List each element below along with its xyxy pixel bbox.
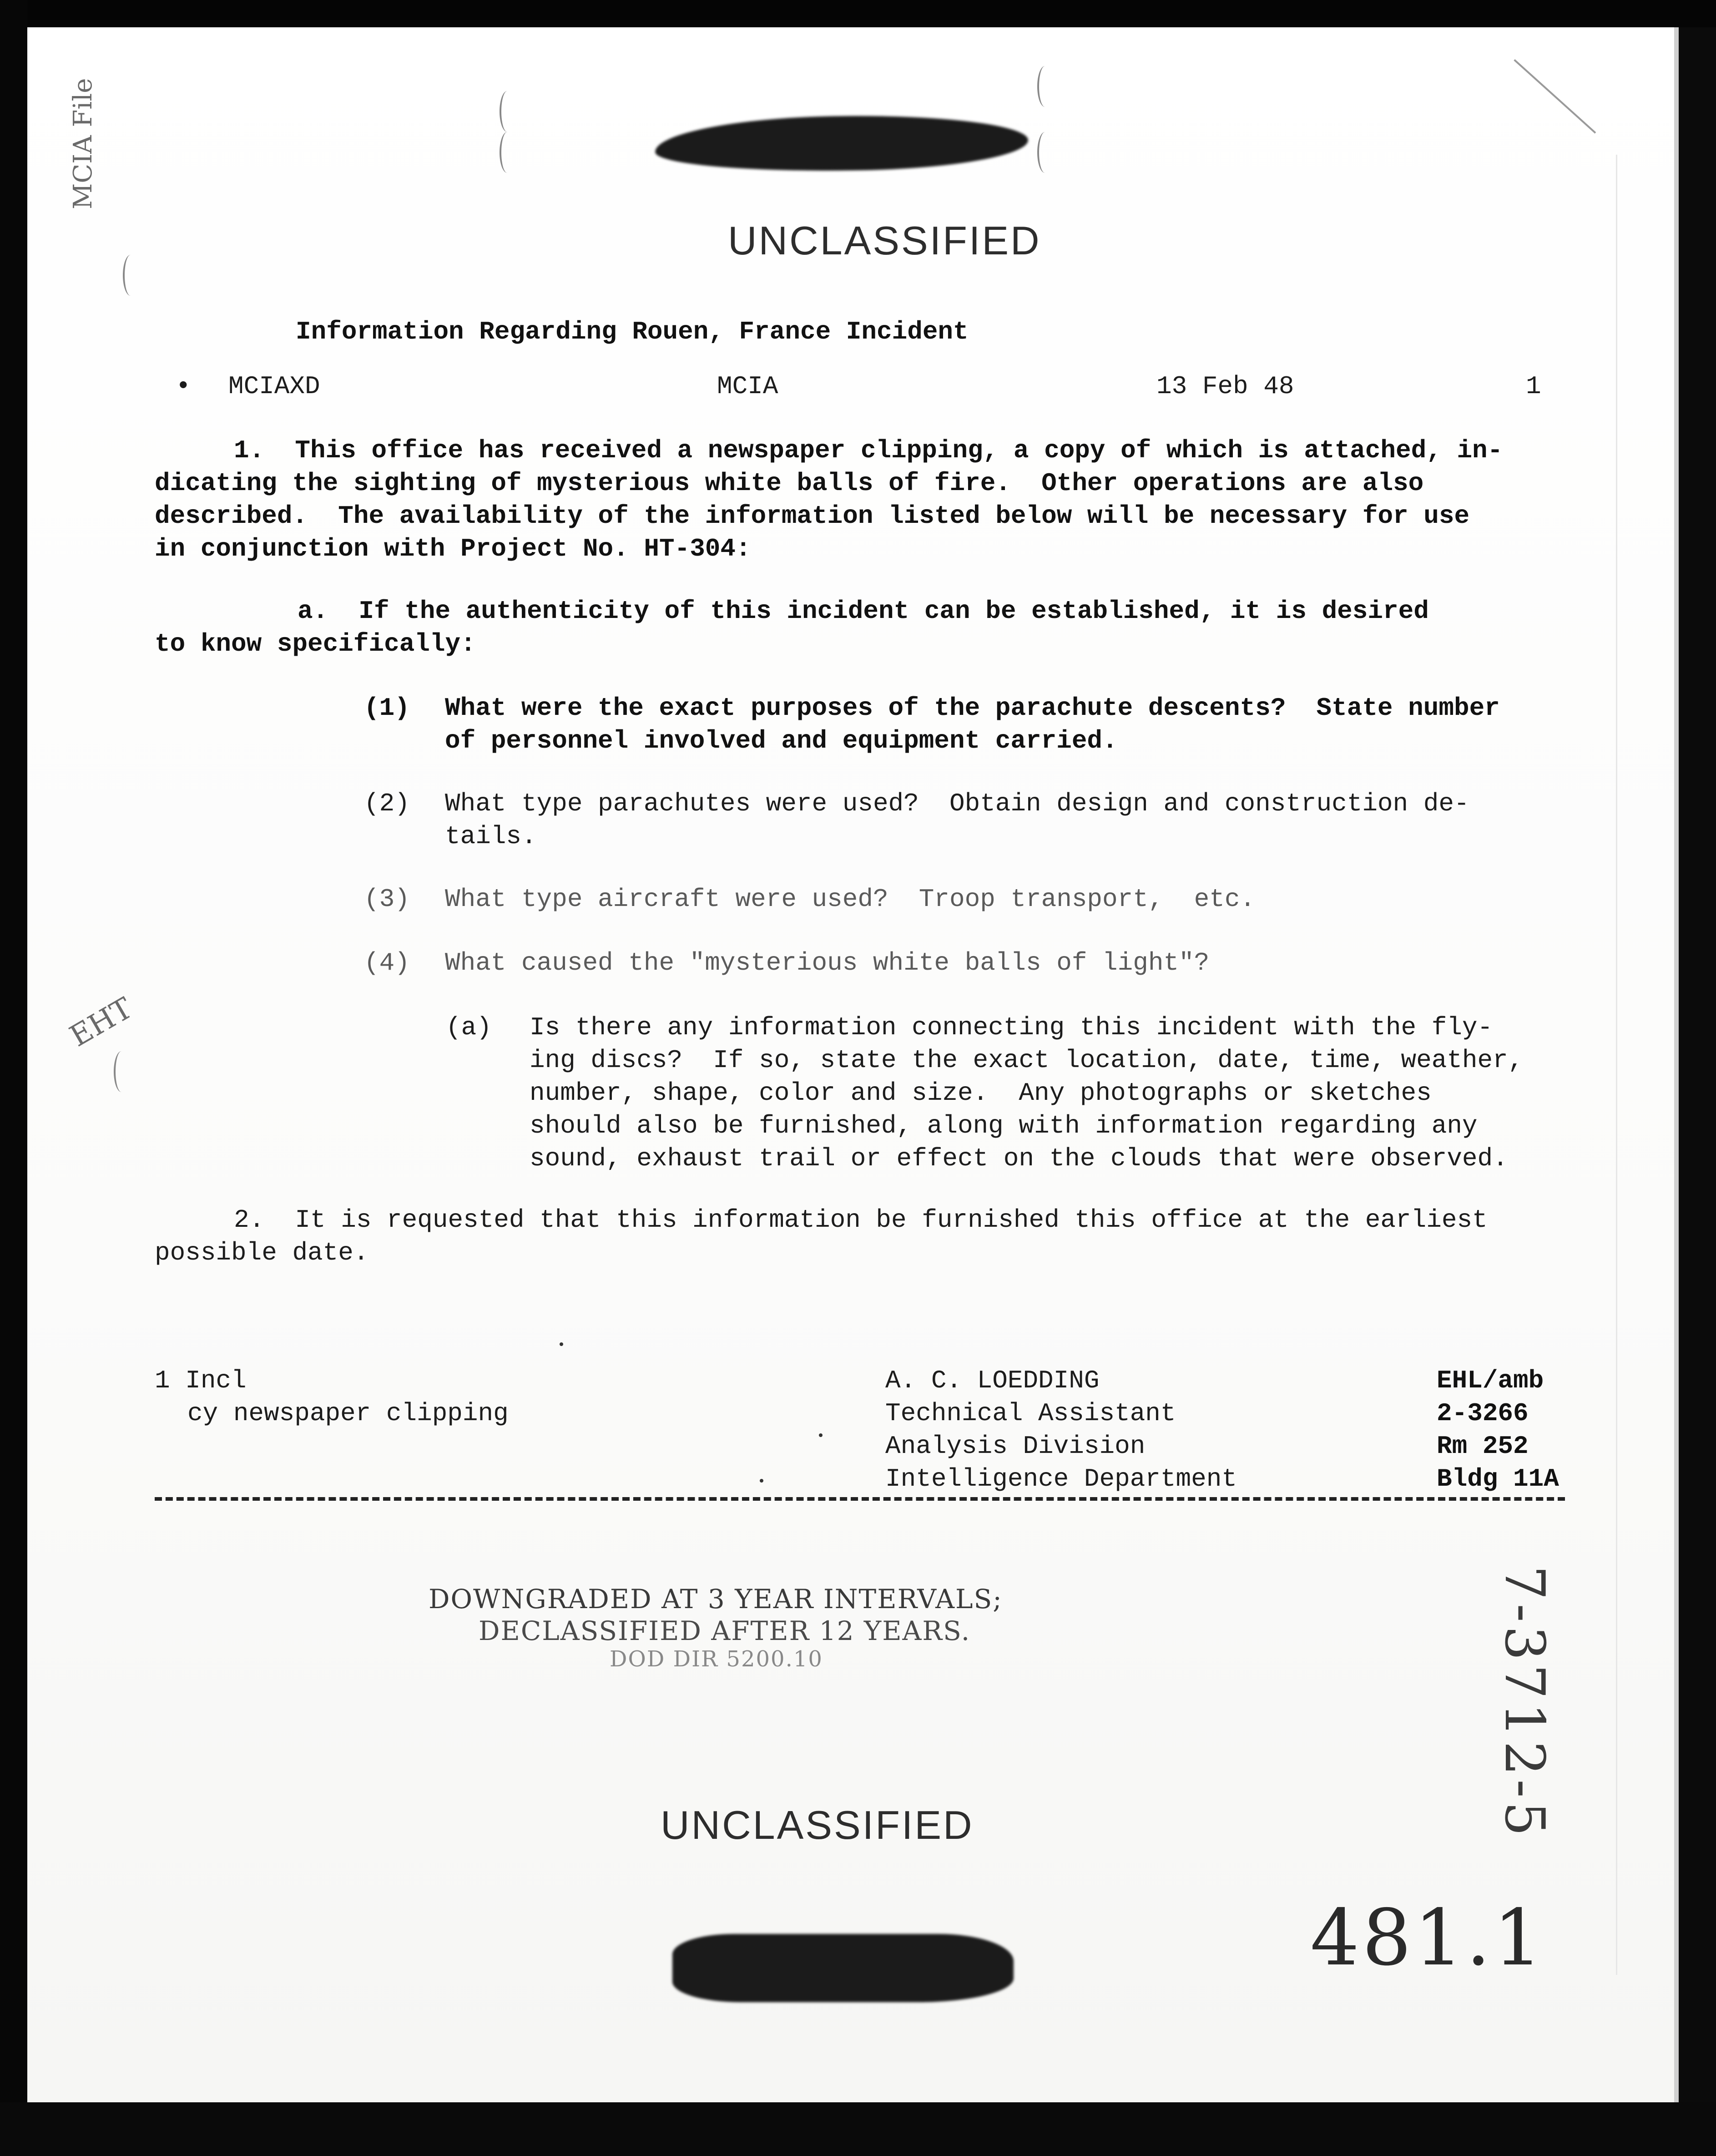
reference-initials: EHL/amb [1437,1366,1544,1395]
scan-mark [114,1051,129,1092]
question-2-line-2: tails. [445,822,537,851]
question-4-line-1: What caused the "mysterious white balls of light"? [445,948,1210,977]
redaction-blot-bottom [672,1934,1014,2002]
question-1-line-2: of personnel involved and equipment carried. [445,726,1118,755]
routing-from: MCIAXD [228,372,320,401]
question-1-number: (1) [364,693,410,723]
subquestion-line-5: sound, exhaust trail or effect on the clouds that were observed. [530,1144,1508,1173]
scan-mark [123,255,138,296]
question-2-line-1: What type parachutes were used? Obtain design and construction de- [445,789,1469,818]
paragraph-1-line-3: described. The availability of the information listed below will be necessary for use [155,501,1470,531]
signature-title-3: Intelligence Department [885,1464,1237,1493]
scan-speck [560,1342,563,1346]
downgrade-stamp-line-1: DOWNGRADED AT 3 YEAR INTERVALS; [429,1584,1003,1614]
signature-name: A. C. LOEDDING [885,1366,1100,1395]
subquestion-line-4: should also be furnished, along with information regarding any [530,1111,1478,1140]
scan-border-bottom [0,2102,1716,2156]
subject-line: Information Regarding Rouen, France Incident [296,317,969,346]
item-a-line-1: a. If the authenticity of this incident can be established, it is desired [298,597,1429,626]
routing-bullet: • [176,372,191,401]
handwritten-margin-note: MCIA File [68,78,98,209]
classification-stamp-top: UNCLASSIFIED [728,218,1041,263]
question-3-number: (3) [364,885,410,914]
scan-mark [1037,132,1053,173]
reference-phone: 2-3266 [1437,1399,1529,1428]
subquestion-line-2: ing discs? If so, state the exact location, date, time, weather, [530,1046,1524,1075]
paragraph-2-line-2: possible date. [155,1238,369,1267]
paragraph-2-line-1: 2. It is requested that this information be furnished this office at the earliest [234,1205,1488,1235]
signature-title-1: Technical Assistant [885,1399,1176,1428]
indorsement-number: 1 [1526,372,1541,401]
scan-border-left [0,0,27,2156]
downgrade-stamp-line-3: DOD DIR 5200.10 [610,1646,823,1672]
scan-mark [500,132,515,173]
scan-mark [500,91,515,132]
scan-speck [760,1479,763,1483]
classification-stamp-bottom: UNCLASSIFIED [661,1802,974,1847]
routing-date: 13 Feb 48 [1156,372,1294,401]
subquestion-line-3: number, shape, color and size. Any photographs or sketches [530,1078,1432,1108]
reference-building: Bldg 11A [1437,1464,1559,1493]
question-4-number: (4) [364,948,410,977]
enclosure-count: 1 Incl [155,1366,247,1395]
enclosure-description: cy newspaper clipping [187,1399,509,1428]
handwritten-file-code: 481.1 [1310,1893,1545,1983]
page-fold-line [1616,155,1617,1975]
scan-border-right [1679,27,1716,2156]
downgrade-stamp-line-2: DECLASSIFIED AFTER 12 YEARS. [479,1615,971,1646]
question-3-line-1: What type aircraft were used? Troop transport, etc. [445,885,1256,914]
question-2-number: (2) [364,789,410,818]
dashed-separator [155,1497,1565,1501]
scan-border-top [0,0,1716,27]
handwritten-file-number: 7-3712-5 [1493,1565,1556,1840]
paragraph-1-line-1: 1. This office has received a newspaper clipping, a copy of which is attached, in- [234,436,1503,465]
paragraph-1-line-4: in conjunction with Project No. HT-304: [155,534,751,563]
item-a-line-2: to know specifically: [155,629,476,658]
handwritten-initials: EHT [64,991,138,1054]
subquestion-number: (a) [446,1013,492,1042]
paragraph-1-line-2: dicating the sighting of mysterious white balls of fire. Other operations are also [155,469,1424,498]
question-1-line-1: What were the exact purposes of the parachute descents? State number [445,693,1500,723]
scan-mark [1037,66,1053,107]
subquestion-line-1: Is there any information connecting this incident with the fly- [530,1013,1493,1042]
scan-speck [819,1433,823,1437]
reference-room: Rm 252 [1437,1432,1529,1461]
routing-to: MCIA [717,372,778,401]
signature-title-2: Analysis Division [885,1432,1146,1461]
